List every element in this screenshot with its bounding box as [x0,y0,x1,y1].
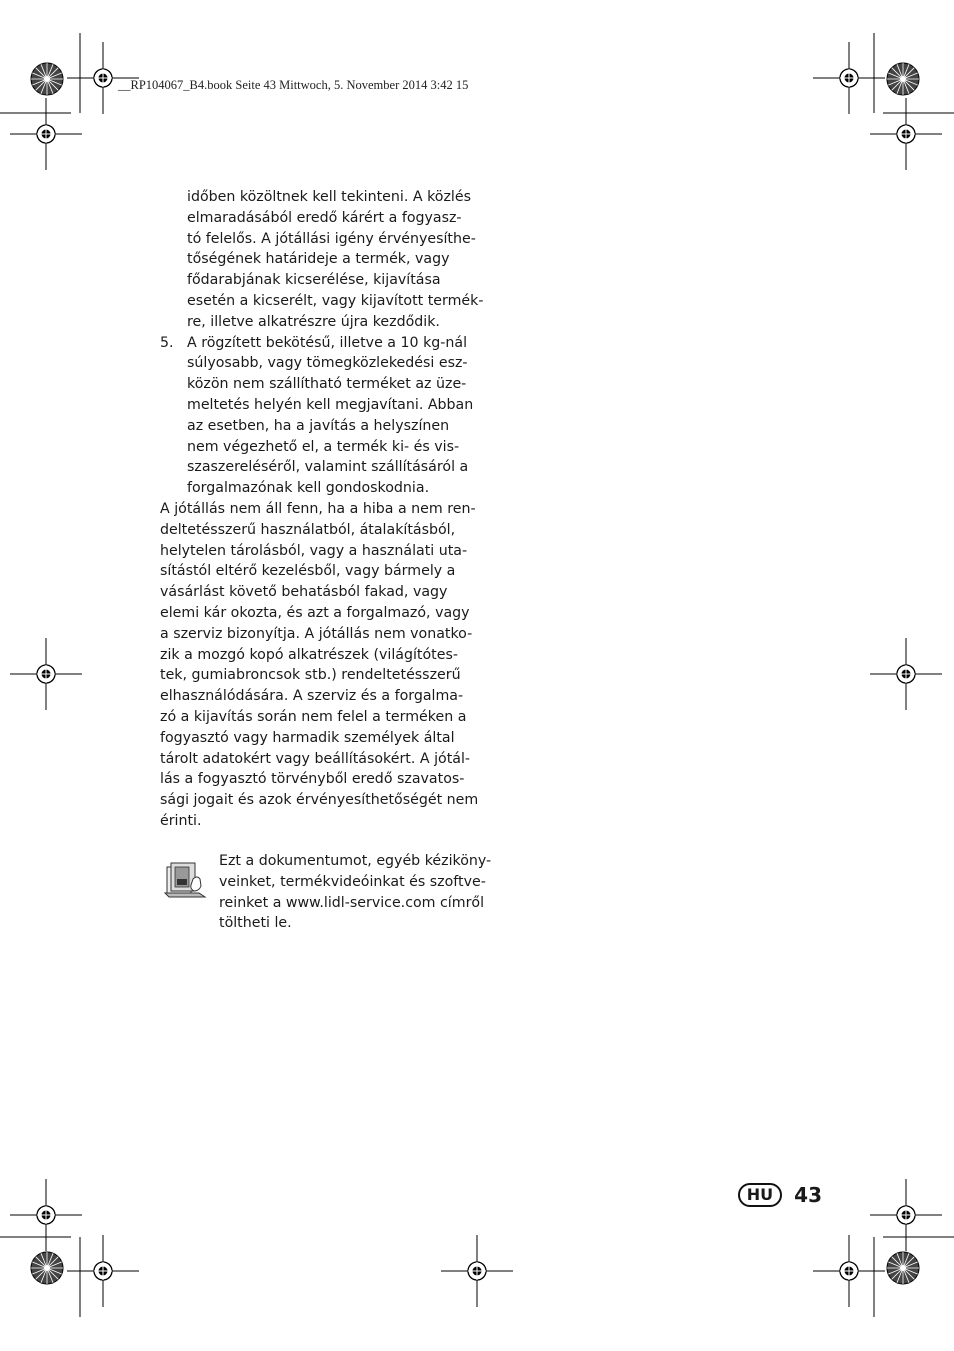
text-line: súlyosabb, vagy tömegközlekedési esz- [187,355,468,372]
text-line: nem végezhető el, a termék ki- és vis- [187,438,460,455]
text-line: esetén a kicserélt, vagy kijavított termék- [187,292,484,309]
registration-mark-icon [441,1235,513,1307]
language-badge: HU [738,1183,782,1207]
document-download-icon [163,859,207,899]
list-item-5 [160,333,490,354]
text-line: tárolt adatokért vagy beállításokért. A jótál- [160,750,471,767]
page-number: 43 [794,1183,822,1207]
text-line: meltetés helyén kell megjavítani. Abban [187,396,474,413]
text-line: fogyasztó vagy harmadik személyek által [160,729,455,746]
text-line: helytelen tárolásból, vagy a használati uta- [160,542,468,559]
download-note [219,851,499,934]
registration-mark-icon [10,1179,82,1251]
color-target-icon [887,63,919,95]
text-line: szaszereléséről, valamint szállításáról a [187,459,469,476]
main-text-column [160,187,490,832]
registration-mark-icon [67,1235,139,1307]
text-line: zik a mozgó kopó alkatrészek (világítótes- [160,646,458,663]
text-line: zó a kijavítás során nem felel a terméken a [160,708,467,725]
text-line: re, illetve alkatrészre újra kezdődik. [187,313,440,330]
text-line: tek, gumiabroncsok stb.) rendeltetésszerű [160,667,461,684]
registration-mark-icon [870,98,942,170]
text-line: a szerviz bizonyítja. A jótállás nem vonatko- [160,625,473,642]
text-line: elemi kár okozta, és azt a forgalmazó, vagy [160,604,470,621]
text-line: érinti. [160,812,202,829]
color-target-icon [31,1252,63,1284]
color-target-icon [887,1252,919,1284]
page-footer [738,1183,822,1207]
text-line: tőségének határideje a termék, vagy [187,251,450,268]
registration-mark-icon [870,638,942,710]
text-line: tó felelős. A jótállási igény érvényesíthe- [187,230,476,247]
print-info-header: __RP104067_B4.book Seite 43 Mittwoch, 5. November 2014 3:42 15 [118,78,469,92]
text-line: közön nem szállítható terméket az üze- [187,376,467,393]
list-number: 5. [160,334,174,351]
text-line: veinket, termékvideóinkat és szoftve- [219,873,486,890]
text-line: sági jogait és azok érvényesíthetőségét nem [160,792,479,809]
text-line: lás a fogyasztó törvényből eredő szavatos- [160,771,465,788]
text-line: A rögzített bekötésű, illetve a 10 kg-nál [187,334,468,351]
text-line: Ezt a dokumentumot, egyéb kéziköny- [219,853,492,869]
text-line: elhasználódására. A szerviz és a forgalma- [160,688,464,705]
text-line: elmaradásából eredő kárért a fogyasz- [187,209,462,226]
text-line: vásárlást követő behatásból fakad, vagy [160,584,448,601]
text-line: fődarabjának kicserélése, kijavítása [187,272,441,289]
color-target-icon [31,63,63,95]
text-line: forgalmazónak kell gondoskodnia. [187,480,430,497]
text-line: reinket a www.lidl-service.com címről [219,894,485,911]
text-line: töltheti le. [219,915,292,932]
text-line: A jótállás nem áll fenn, ha a hiba a nem ren- [160,500,476,517]
registration-mark-icon [10,98,82,170]
registration-mark-icon [870,1179,942,1251]
text-line: időben közöltnek kell tekinteni. A közlés [187,189,471,205]
registration-mark-icon [10,638,82,710]
text-line: az esetben, ha a javítás a helyszínen [187,417,450,434]
text-line: sítástól eltérő kezelésből, vagy bármely a [160,563,456,580]
text-line: deltetésszerű használatból, átalakításból, [160,521,456,538]
